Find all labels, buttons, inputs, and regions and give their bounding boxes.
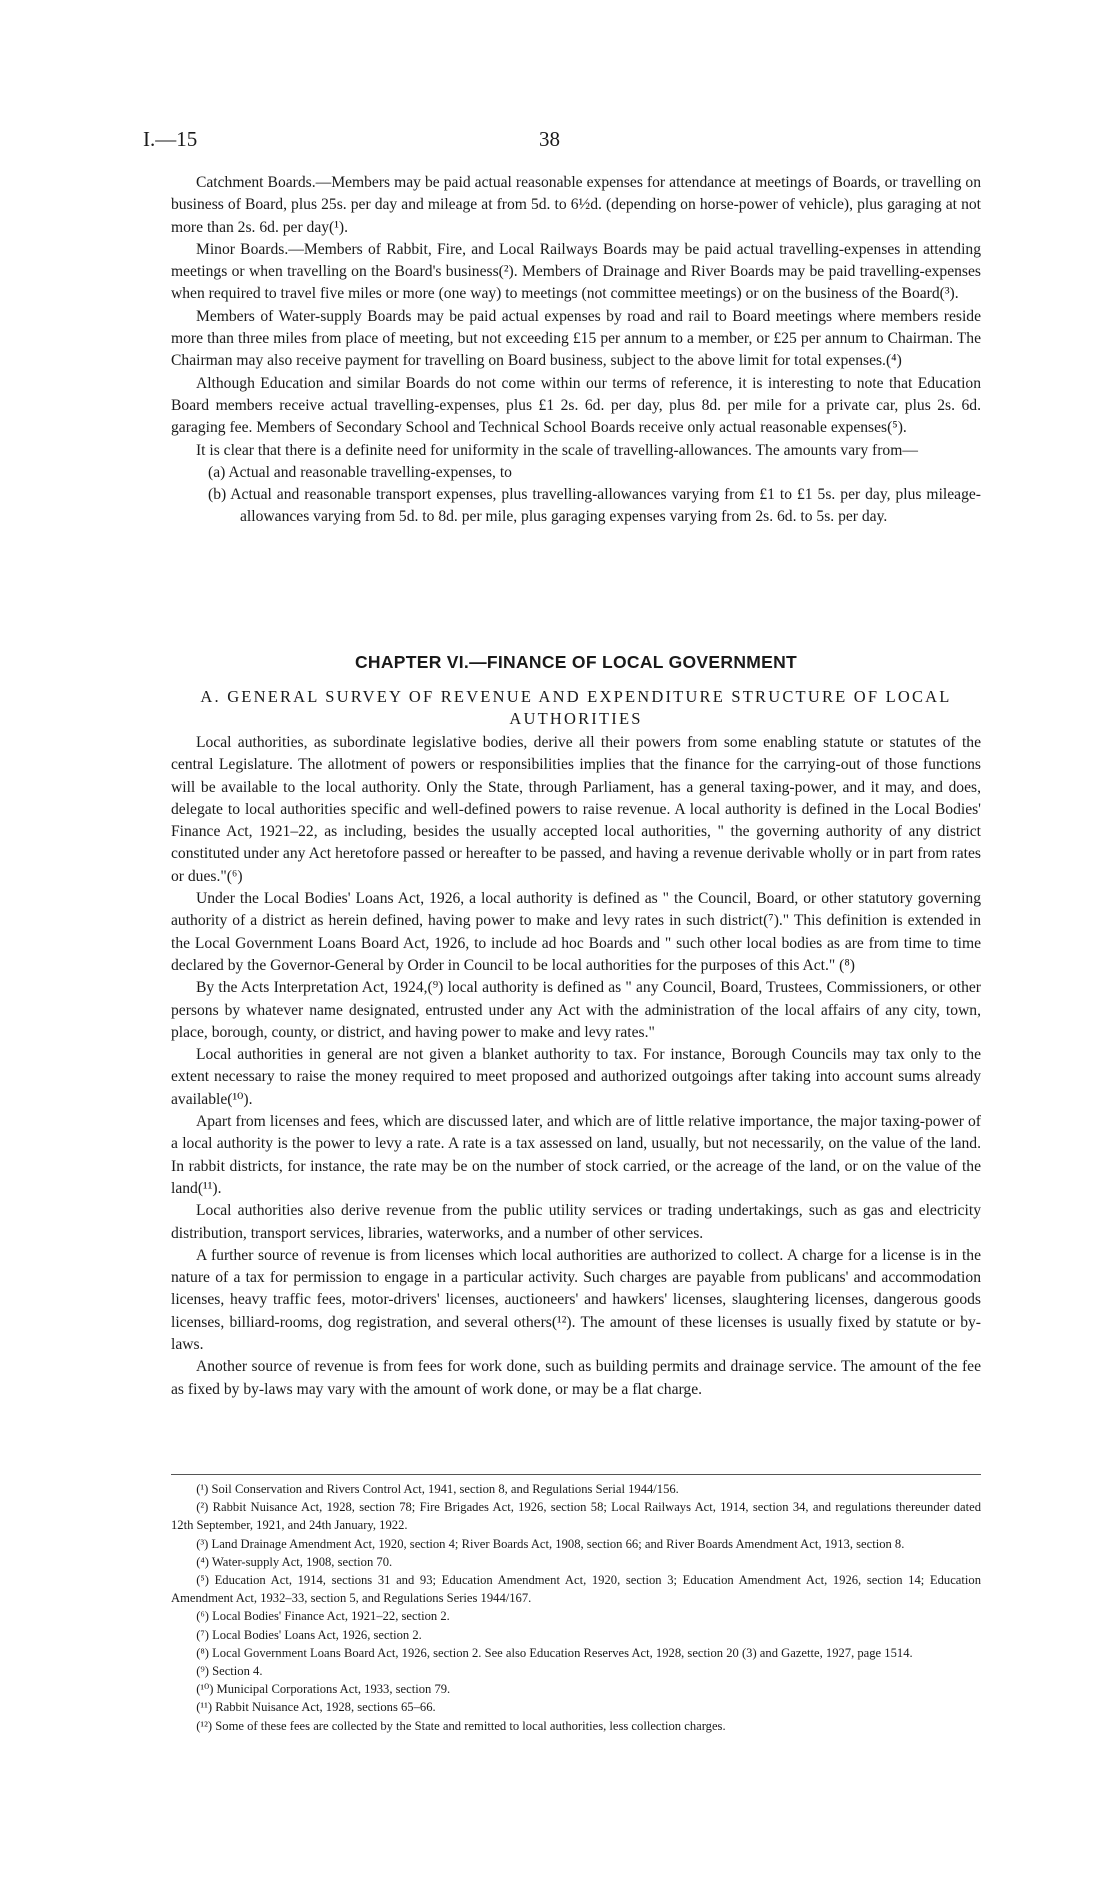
page-reference: I.—15 bbox=[143, 127, 198, 151]
paragraph: Another source of revenue is from fees for work done, such as building permits and drainage service. The amount of the fee as fixed by by-laws may vary with the amount of work done, or may be a flat charge. bbox=[171, 1358, 981, 1398]
footnote-divider bbox=[171, 1474, 981, 1475]
chapter-title: CHAPTER VI.—FINANCE OF LOCAL GOVERNMENT bbox=[354, 652, 798, 672]
paragraph: By the Acts Interpretation Act, 1924,(⁹) local authority is defined as " any Council, Board, Trustees, Commissioners, or other persons by whatever name designated, entrusted under any Act with the administration of the local affairs of any city, town, place, borough, county, or district, and having power to make and levy rates." bbox=[171, 979, 981, 1041]
paragraph: Local authorities in general are not given a blanket authority to tax. For instance, Borough Councils may tax only to the extent necessary to raise the money required to meet proposed and authorized outgoings after taking into account sums already available(¹⁰). bbox=[171, 1046, 981, 1108]
section-heading: A. GENERAL SURVEY OF REVENUE AND EXPENDITURE STRUCTURE OF LOCAL AUTHORITIES bbox=[200, 687, 952, 728]
paragraph: Local authorities, as subordinate legislative bodies, derive all their powers from some enabling statute or statutes of the central Legislature. The allotment of powers or responsibilities implies that the finance for the carrying-out of those functions will be available to the local authority. Only the State, through Parliament, has a general taxing-power, and it may, and does, delegate to local authorities specific and well-defined powers to raise revenue. A local authority is defined in the Local Bodies' Finance Act, 1921–22, as including, besides the usually accepted local authorities, " the governing authority of any district constituted under any Act heretofore passed or hereafter to be passed, and having a revenue derivable wholly or in part from rates or dues."(⁶) bbox=[171, 734, 981, 885]
paragraph: Catchment Boards.—Members may be paid actual reasonable expenses for attendance at meetings of Boards, or travelling on business of Board, plus 25s. per day and mileage at from 5d. to 6½d. (depending on horse-power of vehicle), plus garaging at not more than 2s. 6d. per day(¹). bbox=[171, 174, 981, 236]
paragraph: It is clear that there is a definite need for uniformity in the scale of travelling-allowances. The amounts vary from— bbox=[195, 441, 918, 459]
paragraph: Minor Boards.—Members of Rabbit, Fire, and Local Railways Boards may be paid actual travelling-expenses in attending meetings or when travelling on the Board's business(²). Members of Drainage and River Boards may be paid travelling-expenses when required to travel five miles or more (one way) to meetings (not committee meetings) or on the business of the Board(³). bbox=[171, 240, 981, 303]
footnote: (¹) Soil Conservation and Rivers Control Act, 1941, section 8, and Regulations Serial 1944/156. bbox=[196, 1482, 679, 1496]
footnote: (⁸) Local Government Loans Board Act, 1926, section 2. See also Education Reserves Act, 1928, section 20 (3) and Gazette, 1927, page 1514. bbox=[196, 1645, 913, 1660]
paragraph: Local authorities also derive revenue from the public utility services or trading undertakings, such as gas and electricity distribution, transport services, libraries, waterworks, and a number of other services. bbox=[171, 1202, 981, 1242]
footnote: (¹²) Some of these fees are collected by the State and remitted to local authorities, less collection charges. bbox=[196, 1718, 726, 1733]
page-number: 38 bbox=[539, 127, 560, 151]
footnotes bbox=[171, 1480, 981, 1735]
travelling-allowances-section bbox=[171, 172, 981, 529]
paragraph: Apart from licenses and fees, which are discussed later, and which are of little relative importance, the major taxing-power of a local authority is the power to levy a rate. A rate is a tax assessed on land, usually, but not necessarily, on the value of the land. In rabbit districts, for instance, the rate may be on the number of stock carried, or the acreage of the land, or on the value of the land(¹¹). bbox=[171, 1113, 981, 1197]
paragraph: Under the Local Bodies' Loans Act, 1926, a local authority is defined as " the Council, Board, or other statutory governing authority of a district as herein defined, having power to make and levy rates in such district(⁷)." This definition is extended in the Local Government Loans Board Act, 1926, to include ad hoc Boards and " such other local bodies as are from time to time declared by the Governor-General by Order in Council to be local authorities for the purposes of this Act." (⁸) bbox=[171, 890, 981, 974]
footnote: (³) Land Drainage Amendment Act, 1920, section 4; River Boards Act, 1908, section 66; and River Boards Amendment Act, 1913, section 8. bbox=[196, 1536, 905, 1551]
chapter-body bbox=[171, 732, 981, 1401]
footnote: (⁶) Local Bodies' Finance Act, 1921–22, section 2. bbox=[196, 1609, 450, 1624]
list-item: (a) Actual and reasonable travelling-expenses, to bbox=[208, 463, 512, 481]
footnote: (¹⁰) Municipal Corporations Act, 1933, section 79. bbox=[196, 1682, 451, 1697]
footnote: (⁴) Water-supply Act, 1908, section 70. bbox=[196, 1554, 393, 1569]
paragraph: Members of Water-supply Boards may be paid actual expenses by road and rail to Board meetings where members reside more than three miles from place of meeting, but not exceeding £15 per annum to a member, or £25 per annum to Chairman. The Chairman may also receive payment for travelling on Board business, subject to the above limit for total expenses.(⁴) bbox=[171, 307, 981, 370]
paragraph: Although Education and similar Boards do not come within our terms of reference, it is interesting to note that Education Board members receive actual travelling-expenses, plus £1 2s. 6d. per day, plus 8d. per mile for a private car, plus 2s. 6d. garaging fee. Members of Secondary School and Technical School Boards receive only actual reasonable expenses(⁵). bbox=[171, 374, 981, 437]
footnote: (⁵) Education Act, 1914, sections 31 and 93; Education Amendment Act, 1920, section 3; Education Amendment Act, 1926, section 14; Education Amendment Act, 1932–33, section 5, and Regulations Series 1944/167. bbox=[171, 1573, 981, 1606]
paragraph: A further source of revenue is from licenses which local authorities are authorized to collect. A charge for a license is in the nature of a tax for permission to engage in a particular activity. Such charges are payable from publicans' and accommodation licenses, heavy traffic fees, motor-drivers' licenses, auctioneers' and hawkers' licenses, slaughtering licenses, dangerous goods licenses, billiard-rooms, dog registration, and several others(¹²). The amount of these licenses is usually fixed by statute or by-laws. bbox=[171, 1246, 981, 1354]
list-item: (b) Actual and reasonable transport expenses, plus travelling-allowances varying from £1 to £1 5s. per day, plus mileage-allowances varying from 5d. to 8d. per mile, plus garaging expenses varying from 2s. 6d. to 5s. per day. bbox=[208, 486, 981, 526]
footnote: (⁹) Section 4. bbox=[196, 1664, 263, 1679]
footnote: (⁷) Local Bodies' Loans Act, 1926, section 2. bbox=[196, 1627, 422, 1642]
footnote: (¹¹) Rabbit Nuisance Act, 1928, sections 65–66. bbox=[196, 1700, 436, 1715]
allowance-list bbox=[171, 462, 981, 529]
footnote: (²) Rabbit Nuisance Act, 1928, section 78; Fire Brigades Act, 1926, section 58; Local Railways Act, 1914, section 34, and regulations thereunder dated 12th September, 1921, and 24th January, 1922. bbox=[171, 1500, 981, 1533]
